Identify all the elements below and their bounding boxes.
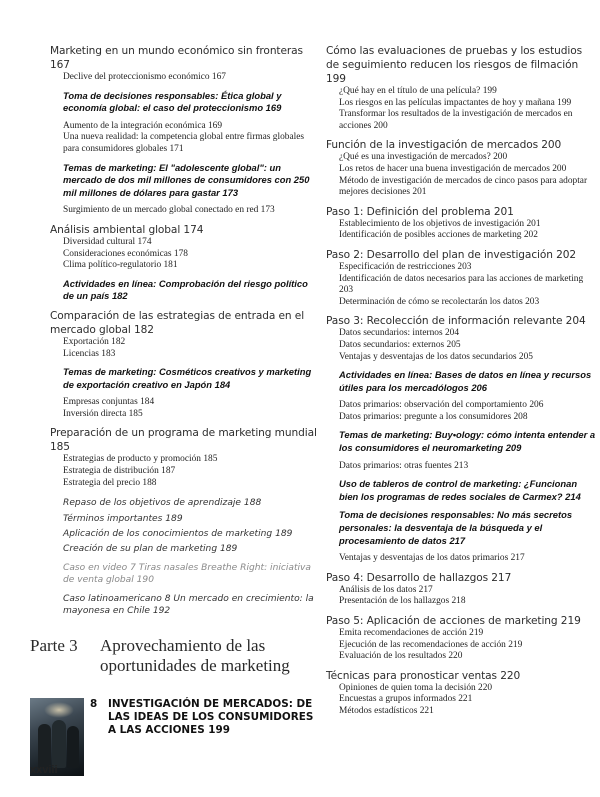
left-section-heading[interactable]: Análisis ambiental global 174 — [50, 223, 204, 236]
right-boxed-feature[interactable]: Actividades en línea: Bases de datos en línea y recursos útiles para los mercadólogos 206 — [339, 369, 592, 393]
right-subsection-item[interactable]: Presentación de los hallazgos 218 — [339, 596, 466, 607]
part-heading-block — [30, 636, 326, 776]
right-section-heading[interactable]: Paso 4: Desarrollo de hallazgos 217 — [326, 571, 512, 584]
right-section-heading[interactable]: Cómo las evaluaciones de pruebas y los estudios de seguimiento reducen los riesgos de filmación 199 — [326, 45, 583, 85]
right-subsection-item[interactable]: Ventajas y desventajas de los datos primarios 217 — [339, 553, 525, 564]
left-subsection-item[interactable]: Inversión directa 185 — [63, 408, 143, 419]
right-subsection-item[interactable]: Los riesgos en las películas impactantes de hoy y mañana 199 — [339, 97, 572, 108]
page-folio: xxviii — [30, 764, 58, 776]
right-subsection-item[interactable]: Opiniones de quien toma la decisión 220 — [339, 682, 493, 693]
chapter-number: 8 — [90, 698, 98, 710]
chapter-title: INVESTIGACIÓN DE MERCADOS: DE LAS IDEAS DE LOS CONSUMIDORES A LAS ACCIONES 199 — [108, 698, 314, 736]
part-label: Parte 3 — [30, 636, 78, 655]
left-review-item[interactable]: Creación de su plan de marketing 189 — [63, 544, 238, 555]
right-subsection-item[interactable]: Datos primarios: pregunte a los consumidores 208 — [339, 411, 528, 422]
right-subsection-item[interactable]: Establecimiento de los objetivos de investigación 201 — [339, 218, 541, 229]
left-video-case-item[interactable]: Caso en video 7 Tiras nasales Breathe Right: iniciativa de venta global 190 — [63, 562, 312, 586]
right-subsection-item[interactable]: Ventajas y desventajas de los datos secundarios 205 — [339, 351, 533, 362]
right-subsection-item[interactable]: Datos primarios: observación del comportamiento 206 — [339, 400, 544, 411]
left-subsection-item[interactable]: Estrategia de distribución 187 — [63, 466, 176, 477]
left-review-item[interactable]: Términos importantes 189 — [63, 513, 183, 524]
part-title: Aprovechamiento de las oportunidades de marketing — [100, 636, 290, 675]
left-subsection-item[interactable]: Surgimiento de un mercado global conectado en red 173 — [63, 205, 275, 216]
left-subsection-item[interactable]: Diversidad cultural 174 — [63, 236, 152, 247]
left-subsection-item[interactable]: Consideraciones económicas 178 — [63, 248, 188, 259]
left-subsection-item[interactable]: Empresas conjuntas 184 — [63, 397, 155, 408]
right-subsection-item[interactable]: Datos primarios: otras fuentes 213 — [339, 460, 469, 471]
right-section-heading[interactable]: Paso 3: Recolección de información relevante 204 — [326, 315, 586, 328]
right-section-heading[interactable]: Función de la investigación de mercados 200 — [326, 139, 562, 152]
left-boxed-feature[interactable]: Temas de marketing: Cosméticos creativos y marketing de exportación creativo en Japón 184 — [63, 366, 312, 390]
right-section-heading[interactable]: Paso 1: Definición del problema 201 — [326, 205, 514, 218]
right-subsection-item[interactable]: Análisis de los datos 217 — [339, 584, 433, 595]
right-boxed-feature[interactable]: Toma de decisiones responsables: No más secretos personales: la desventaja de la búsqueda y el procesamiento de datos 217 — [339, 509, 573, 546]
left-subsection-item[interactable]: Aumento de la integración económica 169 — [63, 120, 223, 131]
right-subsection-item[interactable]: Determinación de cómo se recolectarán los datos 203 — [339, 296, 540, 307]
toc-left-column — [50, 44, 318, 621]
left-subsection-item[interactable]: Estrategias de producto y promoción 185 — [63, 454, 218, 465]
right-subsection-item[interactable]: Identificación de posibles acciones de marketing 202 — [339, 230, 538, 241]
right-boxed-feature[interactable]: Temas de marketing: Buy•ology: cómo intenta entender a los consumidores el neuromarketing 209 — [339, 429, 596, 454]
left-section-heading[interactable]: Marketing en un mundo económico sin fronteras 167 — [50, 45, 303, 71]
left-boxed-feature[interactable]: Temas de marketing: El "adolescente global": un mercado de dos mil millones de consumidores con 250 mil millones de dólares para gastar 173 — [63, 161, 310, 198]
left-review-item[interactable]: Aplicación de los conocimientos de marketing 189 — [63, 529, 293, 540]
right-subsection-item[interactable]: Los retos de hacer una buena investigación de mercados 200 — [339, 163, 567, 174]
right-subsection-item[interactable]: Identificación de datos necesarios para las acciones de marketing 203 — [339, 273, 584, 296]
left-review-item[interactable]: Repaso de los objetivos de aprendizaje 188 — [63, 498, 262, 509]
left-subsection-item[interactable]: Clima político-regulatorio 181 — [63, 260, 178, 271]
right-subsection-item[interactable]: Especificación de restricciones 203 — [339, 261, 472, 272]
right-subsection-item[interactable]: Datos secundarios: internos 204 — [339, 328, 460, 339]
right-subsection-item[interactable]: Encuestas a grupos informados 221 — [339, 694, 473, 705]
right-boxed-feature[interactable]: Uso de tableros de control de marketing: ¿Funcionan bien los programas de redes sociales de Carmex? 214 — [339, 478, 581, 502]
left-section-heading[interactable]: Comparación de las estrategias de entrada en el mercado global 182 — [50, 309, 305, 336]
right-subsection-item[interactable]: ¿Qué es una investigación de mercados? 200 — [339, 152, 508, 163]
left-boxed-feature[interactable]: Actividades en línea: Comprobación del riesgo político de un país 182 — [63, 277, 308, 302]
right-subsection-item[interactable]: Emita recomendaciones de acción 219 — [339, 628, 484, 638]
toc-right-column — [326, 44, 596, 718]
right-subsection-item[interactable]: ¿Qué hay en el título de una película? 199 — [339, 86, 497, 96]
right-subsection-item[interactable]: Datos secundarios: externos 205 — [339, 339, 461, 350]
right-section-heading[interactable]: Técnicas para pronosticar ventas 220 — [326, 669, 521, 682]
right-section-heading[interactable]: Paso 5: Aplicación de acciones de marketing 219 — [326, 615, 581, 627]
right-subsection-item[interactable]: Ejecución de las recomendaciones de acción 219 — [339, 639, 523, 650]
right-subsection-item[interactable]: Evaluación de los resultados 220 — [339, 651, 463, 662]
left-section-heading[interactable]: Preparación de un programa de marketing mundial 185 — [50, 427, 317, 454]
right-subsection-item[interactable]: Método de investigación de mercados de cinco pasos para adoptar mejores decisiones 201 — [339, 175, 588, 198]
right-subsection-item[interactable]: Métodos estadísticos 221 — [339, 705, 434, 716]
left-subsection-item[interactable]: Exportación 182 — [63, 336, 126, 347]
left-subsection-item[interactable]: Estrategia del precio 188 — [63, 477, 157, 488]
left-subsection-item[interactable]: Licencias 183 — [63, 348, 116, 359]
right-subsection-item[interactable]: Transformar los resultados de la investigación de mercados en acciones 200 — [339, 109, 573, 131]
left-boxed-feature[interactable]: Toma de decisiones responsables: Ética global y economía global: el caso del proteccionismo 169 — [63, 89, 282, 114]
left-review-item[interactable]: Caso latinoamericano 8 Un mercado en crecimiento: la mayonesa en Chile 192 — [63, 593, 314, 617]
left-subsection-item[interactable]: Declive del proteccionismo económico 167 — [63, 72, 226, 82]
left-subsection-item[interactable]: Una nueva realidad: la competencia global entre firmas globales para consumidores globales 171 — [63, 132, 305, 154]
right-section-heading[interactable]: Paso 2: Desarrollo del plan de investigación 202 — [326, 248, 577, 261]
